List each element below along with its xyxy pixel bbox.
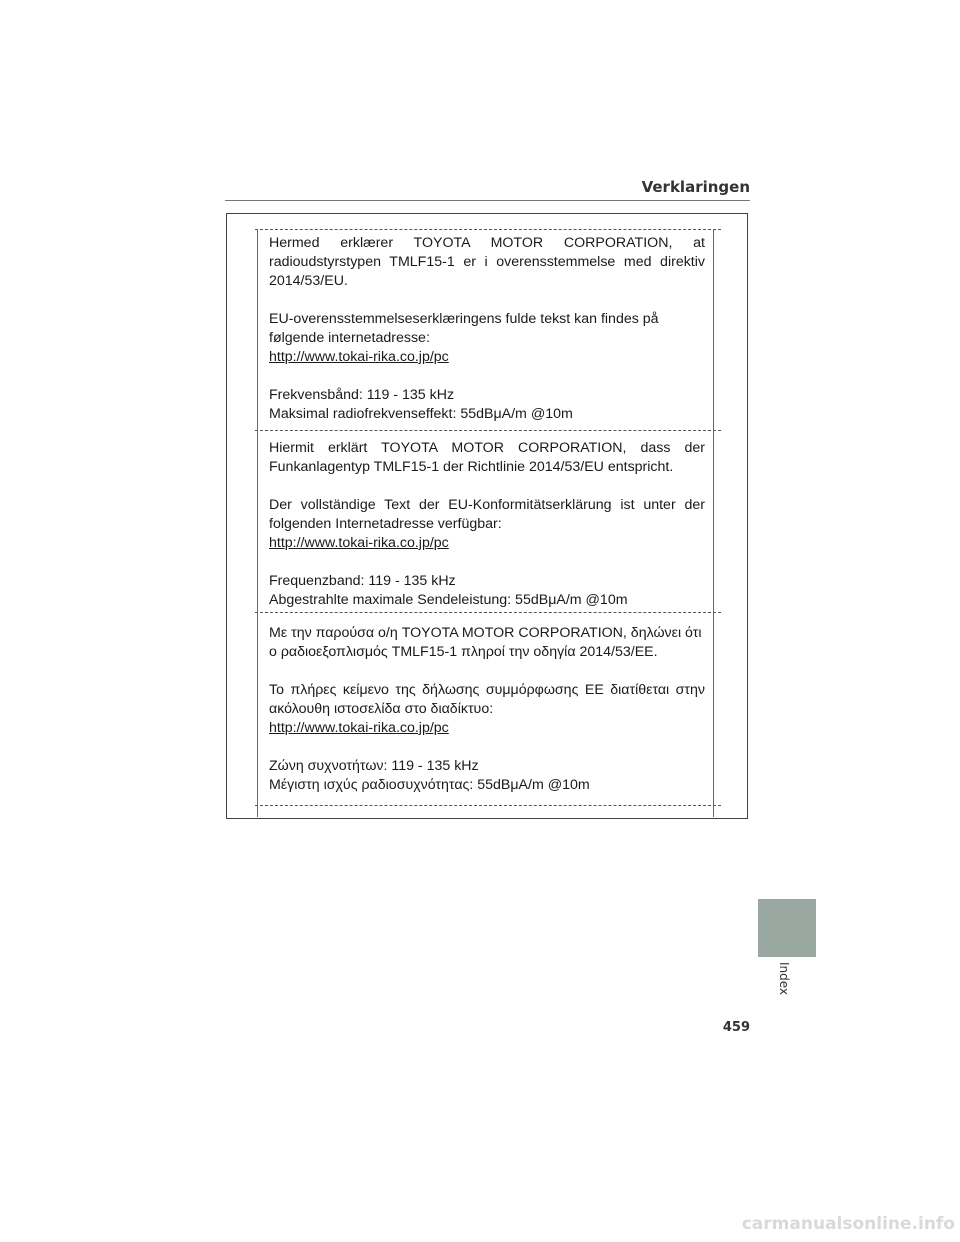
declaration-line: Hiermit erklärt TOYOTA MOTOR CORPORATION, dass der (269, 440, 705, 456)
max-power: Μέγιστη ισχύς ραδιοσυχνότητας: 55dBμA/m @10m (269, 777, 590, 793)
declaration-line: ο ραδιοεξοπλισμός TMLF15-1 πληροί την οδηγία 2014/53/ΕΕ. (269, 644, 658, 660)
declaration-line: EU-overensstemmelseserklæringens fulde tekst kan findes på (269, 311, 659, 327)
frequency-band: Frekvensbånd: 119 - 135 kHz (269, 387, 455, 403)
declaration-url-link[interactable]: http://www.tokai-rika.co.jp/pc (269, 535, 449, 551)
declaration-line: følgende internetadresse: (269, 330, 430, 346)
frequency-band: Frequenzband: 119 - 135 kHz (269, 573, 456, 589)
frequency-band: Ζώνη συχνοτήτων: 119 - 135 kHz (269, 758, 479, 774)
max-power: Abgestrahlte maximale Sendeleistung: 55dBμA/m @10m (269, 592, 628, 608)
declaration-line: Hermed erklærer TOYOTA MOTOR CORPORATION, at (269, 235, 705, 251)
declaration-line: folgenden Internetadresse verfügbar: (269, 516, 502, 532)
declaration-line: Funkanlagentyp TMLF15-1 der Richtlinie 2014/53/EU entspricht. (269, 459, 674, 475)
declaration-line: radioudstyrstypen TMLF15-1 er i overensstemmelse med direktiv (269, 254, 705, 270)
section-divider (255, 430, 721, 431)
max-power: Maksimal radiofrekvenseffekt: 55dBμA/m @10m (269, 406, 573, 422)
declaration-url-link[interactable]: http://www.tokai-rika.co.jp/pc (269, 349, 449, 365)
declaration-line: Με την παρούσα ο/η TOYOTA MOTOR CORPORATION, δηλώνει ότι (269, 625, 702, 641)
watermark: carmanualsonline.info (741, 1214, 955, 1234)
declaration-line: Το πλήρες κείμενο της δήλωσης συμμόρφωσης ΕΕ διατίθεται στην (269, 682, 705, 698)
index-tab-label: Index (777, 962, 791, 996)
header-rule (225, 200, 750, 201)
declaration-document (257, 229, 714, 817)
section-divider (255, 612, 721, 613)
declaration-url-link[interactable]: http://www.tokai-rika.co.jp/pc (269, 720, 449, 736)
index-side-tab[interactable] (758, 899, 816, 957)
top-rule (255, 229, 721, 230)
page-number: 459 (722, 1020, 750, 1035)
bottom-rule (255, 805, 721, 806)
declaration-line: 2014/53/EU. (269, 273, 348, 289)
declaration-greek (269, 624, 705, 795)
declaration-danish (269, 234, 705, 424)
declaration-german (269, 439, 705, 610)
declaration-line: Der vollständige Text der EU-Konformitätserklärung ist unter der (269, 497, 705, 513)
page-header-title: Verklaringen (641, 178, 750, 196)
declaration-line: ακόλουθη ιστοσελίδα στο διαδίκτυο: (269, 701, 494, 717)
